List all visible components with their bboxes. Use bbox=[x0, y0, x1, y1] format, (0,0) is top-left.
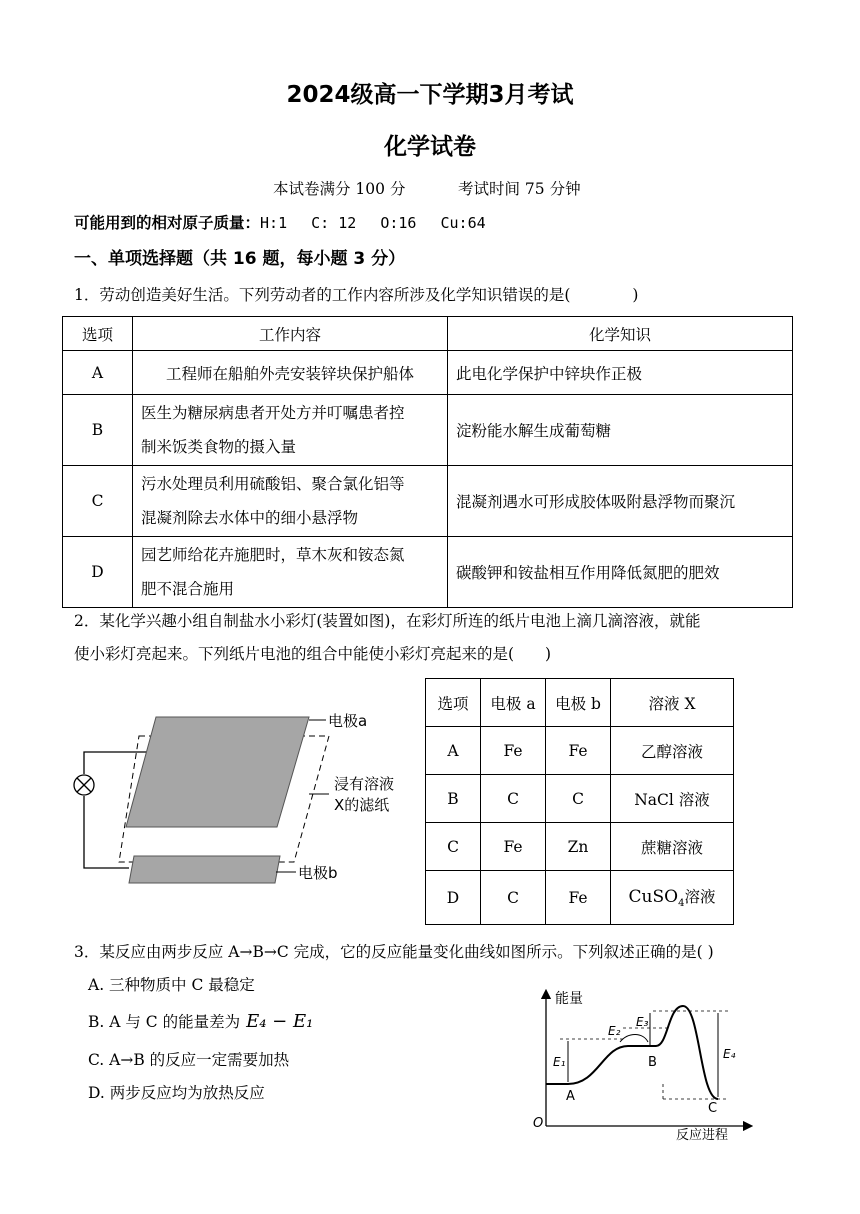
exam-subject: 化学试卷 bbox=[384, 134, 476, 160]
q2-row-a-electrode-a: Fe bbox=[481, 727, 546, 775]
q1-row-b-knowledge: 淀粉能水解生成葡萄糖 bbox=[448, 395, 793, 466]
electrode-a bbox=[126, 717, 309, 827]
q1-row-b-work-line2: 制米饭类食物的摄入量 bbox=[141, 438, 297, 456]
q1-row-b-option: B bbox=[63, 395, 133, 466]
q2-row-b-solution: NaCl 溶液 bbox=[611, 775, 734, 823]
q2-row-c-option: C bbox=[426, 823, 481, 871]
q2-row-a-electrode-b: Fe bbox=[546, 727, 611, 775]
exam-title: 2024级高一下学期3月考试 bbox=[286, 82, 574, 108]
q1-header-row bbox=[63, 317, 793, 351]
info-time: 考试时间 75 分钟 bbox=[458, 180, 581, 198]
q2-col-electrode-a: 电极 a bbox=[481, 679, 546, 727]
q2-row-d-option: D bbox=[426, 871, 481, 925]
table-row bbox=[426, 823, 734, 871]
q1-row-d-work-line1: 园艺师给花卉施肥时，草木灰和铵态氮 bbox=[141, 546, 405, 564]
q2-row-d-electrode-a: C bbox=[481, 871, 546, 925]
q3-option-b-formula: E₄ − E₁ bbox=[246, 1011, 314, 1032]
q1-row-c-work-line1: 污水处理员利用硫酸铝、聚合氯化铝等 bbox=[141, 475, 405, 493]
q2-row-c-electrode-b: Zn bbox=[546, 823, 611, 871]
e2-hump bbox=[620, 1035, 648, 1043]
label-electrode-a: 电极a bbox=[328, 712, 368, 730]
table-row bbox=[63, 466, 793, 537]
energy-diagram bbox=[528, 986, 773, 1146]
q1-col-knowledge: 化学知识 bbox=[448, 317, 793, 351]
energy-curve bbox=[546, 1006, 718, 1099]
q1-col-option: 选项 bbox=[63, 317, 133, 351]
atomic-masses-label: 可能用到的相对原子质量： bbox=[74, 214, 261, 232]
atomic-masses bbox=[74, 211, 486, 233]
q1-row-d-knowledge: 碳酸钾和铵盐相互作用降低氮肥的肥效 bbox=[448, 537, 793, 608]
q2-header-row bbox=[426, 679, 734, 727]
x-axis-label: 反应进程 bbox=[676, 1128, 729, 1143]
q3-option-a: A. 三种物质中 C 最稳定 bbox=[88, 976, 255, 994]
battery-figure bbox=[64, 700, 414, 895]
q2-table bbox=[425, 678, 734, 925]
q1-row-c-option: C bbox=[63, 466, 133, 537]
label-electrode-b: 电极b bbox=[298, 864, 338, 882]
q2-row-a-solution: 乙醇溶液 bbox=[611, 727, 734, 775]
table-row bbox=[426, 871, 734, 925]
label-e2: E₂ bbox=[608, 1024, 621, 1038]
point-c-label: C bbox=[708, 1101, 718, 1116]
q3-option-b bbox=[88, 1010, 313, 1032]
q2-row-b-electrode-b: C bbox=[546, 775, 611, 823]
q1-row-c-work bbox=[133, 466, 448, 537]
q1-row-a-knowledge: 此电化学保护中锌块作正极 bbox=[448, 351, 793, 395]
atomic-masses-values: H:1 C: 12 O:16 Cu:64 bbox=[260, 214, 486, 232]
q2-row-d-solution-rest: 溶液 bbox=[684, 888, 716, 907]
q1-row-d-option: D bbox=[63, 537, 133, 608]
q3-option-c: C. A→B 的反应一定需要加热 bbox=[88, 1051, 290, 1069]
q2-row-d-electrode-b: Fe bbox=[546, 871, 611, 925]
q2-col-option: 选项 bbox=[426, 679, 481, 727]
q1-stem: 1．劳动创造美好生活。下列劳动者的工作内容所涉及化学知识错误的是( ) bbox=[74, 286, 639, 304]
q1-row-c-knowledge: 混凝剂遇水可形成胶体吸附悬浮物而聚沉 bbox=[448, 466, 793, 537]
table-row bbox=[426, 775, 734, 823]
q1-col-work: 工作内容 bbox=[133, 317, 448, 351]
y-axis-label: 能量 bbox=[555, 991, 583, 1007]
point-a-label: A bbox=[566, 1089, 575, 1104]
q2-col-electrode-b: 电极 b bbox=[546, 679, 611, 727]
table-row bbox=[426, 727, 734, 775]
q2-row-c-solution: 蔗糖溶液 bbox=[611, 823, 734, 871]
q2-row-d-solution bbox=[611, 871, 734, 925]
q2-row-d-formula-sub: 4 bbox=[678, 898, 685, 910]
q1-row-d-work bbox=[133, 537, 448, 608]
q2-row-b-option: B bbox=[426, 775, 481, 823]
q1-row-a-option: A bbox=[63, 351, 133, 395]
table-row bbox=[63, 395, 793, 466]
point-b-label: B bbox=[648, 1055, 657, 1070]
q2-stem-line2: 使小彩灯亮起来。下列纸片电池的组合中能使小彩灯亮起来的是( ) bbox=[74, 645, 552, 663]
label-paper-1: 浸有溶液 bbox=[334, 775, 395, 793]
label-e4: E₄ bbox=[723, 1047, 736, 1061]
q1-row-b-work-line1: 医生为糖尿病患者开处方并叮嘱患者控 bbox=[141, 404, 405, 422]
q3-stem: 3．某反应由两步反应 A→B→C 完成，它的反应能量变化曲线如图所示。下列叙述正确的是( ) bbox=[74, 943, 714, 961]
electrode-b bbox=[129, 856, 280, 883]
q2-col-solution: 溶液 X bbox=[611, 679, 734, 727]
q2-row-c-electrode-a: Fe bbox=[481, 823, 546, 871]
lamp-cross-icon bbox=[74, 775, 94, 795]
table-row bbox=[63, 537, 793, 608]
q1-row-d-work-line2: 肥不混合施用 bbox=[141, 580, 235, 598]
info-score: 本试卷满分 100 分 bbox=[273, 180, 406, 198]
q3-option-b-text: B. A 与 C 的能量差为 bbox=[88, 1013, 241, 1031]
label-e1: E₁ bbox=[553, 1055, 566, 1069]
section-1-heading: 一、单项选择题（共 16 题，每小题 3 分） bbox=[74, 249, 406, 269]
q1-table bbox=[62, 316, 793, 608]
wire-bottom bbox=[84, 796, 129, 868]
table-row bbox=[63, 351, 793, 395]
q1-row-a-work: 工程师在船舶外壳安装锌块保护船体 bbox=[133, 351, 448, 395]
q3-option-d: D. 两步反应均为放热反应 bbox=[88, 1084, 265, 1102]
q1-row-b-work bbox=[133, 395, 448, 466]
q1-row-c-work-line2: 混凝剂除去水体中的细小悬浮物 bbox=[141, 509, 359, 527]
q2-row-a-option: A bbox=[426, 727, 481, 775]
q2-row-b-electrode-a: C bbox=[481, 775, 546, 823]
q2-stem-line1: 2．某化学兴趣小组自制盐水小彩灯(装置如图)，在彩灯所连的纸片电池上滴几滴溶液，就能 bbox=[74, 612, 701, 630]
label-paper-2: X的滤纸 bbox=[334, 796, 390, 814]
origin-label: O bbox=[533, 1116, 544, 1131]
q2-row-d-formula: CuSO bbox=[628, 887, 679, 908]
label-e3: E₃ bbox=[636, 1015, 649, 1029]
